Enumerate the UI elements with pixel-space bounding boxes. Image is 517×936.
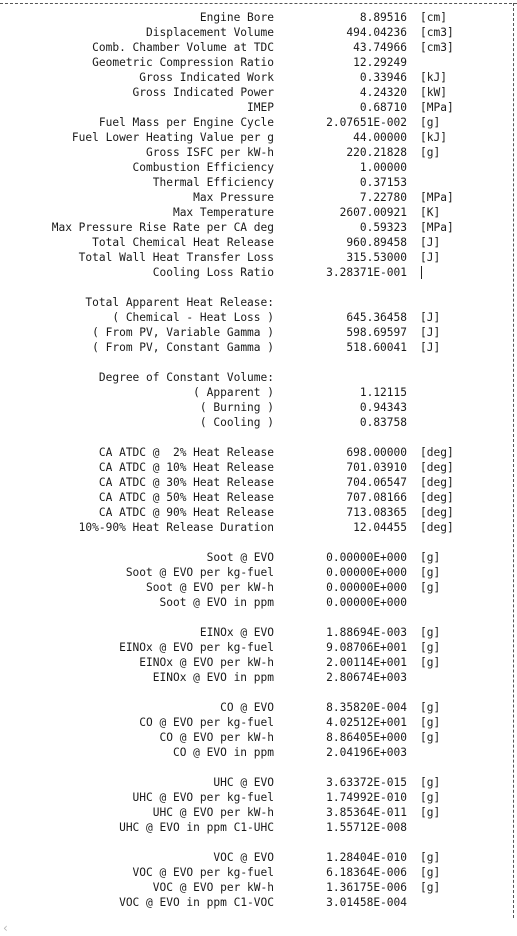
result-row xyxy=(0,295,510,310)
result-row xyxy=(0,385,510,400)
result-label: Total Chemical Heat Release xyxy=(92,236,274,249)
result-row xyxy=(0,100,510,115)
result-unit: [g] xyxy=(420,146,441,159)
result-value: 220.21828 xyxy=(346,146,407,159)
result-unit: [g] xyxy=(420,656,441,669)
result-unit: [deg] xyxy=(420,491,454,504)
result-value: 598.69597 xyxy=(346,326,407,339)
result-value: 698.00000 xyxy=(346,446,407,459)
result-unit: [g] xyxy=(420,866,441,879)
result-row xyxy=(0,205,510,220)
result-row xyxy=(0,415,510,430)
result-label: IMEP xyxy=(247,101,274,114)
result-label: UHC @ EVO per kg-fuel xyxy=(132,791,274,804)
result-label: CA ATDC @ 50% Heat Release xyxy=(98,491,274,504)
result-row xyxy=(0,640,510,655)
result-unit: [g] xyxy=(420,626,441,639)
result-unit: [g] xyxy=(420,716,441,729)
result-unit: [g] xyxy=(420,641,441,654)
result-label: ( Apparent ) xyxy=(193,386,274,399)
result-label: EINOx @ EVO in ppm xyxy=(152,671,274,684)
result-row xyxy=(0,670,510,685)
result-value: 704.06547 xyxy=(346,476,407,489)
result-value: 8.89516 xyxy=(359,11,407,24)
result-label: Displacement Volume xyxy=(146,26,274,39)
results-section xyxy=(0,370,510,430)
results-section xyxy=(0,775,510,835)
result-row xyxy=(0,550,510,565)
result-row xyxy=(0,400,510,415)
result-label: Soot @ EVO per kW-h xyxy=(146,581,274,594)
results-section xyxy=(0,700,510,760)
result-unit: [cm3] xyxy=(420,41,454,54)
result-value: 0.00000E+000 xyxy=(326,566,407,579)
result-unit: [cm] xyxy=(420,11,447,24)
result-label: VOC @ EVO in ppm C1-VOC xyxy=(119,896,274,909)
results-section xyxy=(0,850,510,910)
result-row xyxy=(0,655,510,670)
result-row xyxy=(0,25,510,40)
result-row xyxy=(0,115,510,130)
result-value: 0.00000E+000 xyxy=(326,596,407,609)
result-row xyxy=(0,880,510,895)
result-value: 2.80674E+003 xyxy=(326,671,407,684)
result-row xyxy=(0,625,510,640)
result-label: CA ATDC @ 2% Heat Release xyxy=(98,446,274,459)
result-label: Max Pressure Rise Rate per CA deg xyxy=(51,221,274,234)
result-value: 2.00114E+001 xyxy=(326,656,407,669)
result-label: CA ATDC @ 90% Heat Release xyxy=(98,506,274,519)
result-row xyxy=(0,160,510,175)
result-value: 12.04455 xyxy=(353,521,407,534)
result-value: 1.88694E-003 xyxy=(326,626,407,639)
result-row xyxy=(0,70,510,85)
result-row xyxy=(0,475,510,490)
horizontal-scrollbar[interactable] xyxy=(0,918,517,936)
result-row xyxy=(0,445,510,460)
result-label: Degree of Constant Volume: xyxy=(98,371,274,384)
result-value: 315.53000 xyxy=(346,251,407,264)
result-row xyxy=(0,175,510,190)
result-unit: [K] xyxy=(420,206,441,219)
result-unit: [J] xyxy=(420,236,441,249)
result-value: 8.86405E+000 xyxy=(326,731,407,744)
result-value: 12.29249 xyxy=(353,56,407,69)
result-unit: [cm3] xyxy=(420,26,454,39)
result-value: 645.36458 xyxy=(346,311,407,324)
result-label: Gross ISFC per kW-h xyxy=(146,146,274,159)
result-unit: [MPa] xyxy=(420,101,454,114)
result-unit: [kJ] xyxy=(420,131,447,144)
result-value: 707.08166 xyxy=(346,491,407,504)
result-unit: [deg] xyxy=(420,461,454,474)
result-unit: [g] xyxy=(420,806,441,819)
result-value: 0.33946 xyxy=(359,71,407,84)
result-value: 0.00000E+000 xyxy=(326,581,407,594)
result-label: Combustion Efficiency xyxy=(132,161,274,174)
result-unit: [J] xyxy=(420,341,441,354)
window-top-border xyxy=(0,3,517,4)
result-row xyxy=(0,820,510,835)
result-row xyxy=(0,10,510,25)
result-row xyxy=(0,580,510,595)
result-row xyxy=(0,235,510,250)
result-value: 960.89458 xyxy=(346,236,407,249)
result-row xyxy=(0,130,510,145)
result-unit: [J] xyxy=(420,251,441,264)
result-value: 3.01458E-004 xyxy=(326,896,407,909)
result-row xyxy=(0,505,510,520)
result-row xyxy=(0,520,510,535)
result-row xyxy=(0,340,510,355)
result-unit: [MPa] xyxy=(420,191,454,204)
result-value: 9.08706E+001 xyxy=(326,641,407,654)
result-value: 1.12115 xyxy=(359,386,407,399)
result-unit: [deg] xyxy=(420,446,454,459)
result-unit: [J] xyxy=(420,326,441,339)
result-value: 0.37153 xyxy=(359,176,407,189)
result-row xyxy=(0,490,510,505)
results-section xyxy=(0,10,510,280)
result-label: CO @ EVO per kW-h xyxy=(159,731,274,744)
result-value: 6.18364E-006 xyxy=(326,866,407,879)
result-value: 2.07651E-002 xyxy=(326,116,407,129)
result-label: Soot @ EVO in ppm xyxy=(159,596,274,609)
result-row xyxy=(0,55,510,70)
result-label: 10%-90% Heat Release Duration xyxy=(78,521,274,534)
result-label: Thermal Efficiency xyxy=(152,176,274,189)
result-label: Fuel Lower Heating Value per g xyxy=(71,131,274,144)
result-unit: [g] xyxy=(420,731,441,744)
results-section xyxy=(0,295,510,355)
result-label: ( From PV, Constant Gamma ) xyxy=(92,341,274,354)
result-unit: [g] xyxy=(420,701,441,714)
result-label: Total Wall Heat Transfer Loss xyxy=(78,251,274,264)
result-row xyxy=(0,805,510,820)
result-row xyxy=(0,790,510,805)
result-row xyxy=(0,40,510,55)
result-row xyxy=(0,190,510,205)
result-value: 3.63372E-015 xyxy=(326,776,407,789)
result-value: 4.02512E+001 xyxy=(326,716,407,729)
result-unit: [g] xyxy=(420,881,441,894)
result-value: 713.08365 xyxy=(346,506,407,519)
result-unit: [deg] xyxy=(420,506,454,519)
result-row xyxy=(0,460,510,475)
result-row xyxy=(0,145,510,160)
result-value: 0.00000E+000 xyxy=(326,551,407,564)
result-value: 0.59323 xyxy=(359,221,407,234)
result-row xyxy=(0,220,510,235)
result-value: 1.00000 xyxy=(359,161,407,174)
result-value: 44.00000 xyxy=(353,131,407,144)
result-unit: [MPa] xyxy=(420,221,454,234)
result-value: 3.28371E-001 xyxy=(326,266,407,279)
result-unit: [g] xyxy=(420,116,441,129)
result-unit: [g] xyxy=(420,851,441,864)
result-row xyxy=(0,595,510,610)
result-label: Total Apparent Heat Release: xyxy=(85,296,274,309)
result-row xyxy=(0,775,510,790)
result-label: UHC @ EVO per kW-h xyxy=(152,806,274,819)
result-label: ( From PV, Variable Gamma ) xyxy=(92,326,274,339)
result-label: Fuel Mass per Engine Cycle xyxy=(98,116,274,129)
results-section xyxy=(0,550,510,610)
result-label: Comb. Chamber Volume at TDC xyxy=(92,41,274,54)
window-right-border xyxy=(513,3,514,918)
result-value: 701.03910 xyxy=(346,461,407,474)
result-unit: [J] xyxy=(420,311,441,324)
result-value: 43.74966 xyxy=(353,41,407,54)
result-label: Cooling Loss Ratio xyxy=(152,266,274,279)
result-label: ( Cooling ) xyxy=(199,416,274,429)
result-label: UHC @ EVO in ppm C1-UHC xyxy=(119,821,274,834)
result-row xyxy=(0,850,510,865)
result-label: Soot @ EVO per kg-fuel xyxy=(125,566,274,579)
result-label: Gross Indicated Power xyxy=(132,86,274,99)
result-unit: [g] xyxy=(420,791,441,804)
result-label: CO @ EVO xyxy=(220,701,274,714)
result-row xyxy=(0,700,510,715)
result-row xyxy=(0,895,510,910)
result-value: 0.68710 xyxy=(359,101,407,114)
result-row xyxy=(0,715,510,730)
result-label: VOC @ EVO per kg-fuel xyxy=(132,866,274,879)
result-label: VOC @ EVO per kW-h xyxy=(152,881,274,894)
result-row xyxy=(0,310,510,325)
chevron-left-icon[interactable]: ‹ xyxy=(3,921,8,935)
result-unit: [deg] xyxy=(420,521,454,534)
result-row xyxy=(0,565,510,580)
result-label: ( Burning ) xyxy=(199,401,274,414)
result-unit: [kJ] xyxy=(420,71,447,84)
result-unit: [g] xyxy=(420,581,441,594)
result-row xyxy=(0,85,510,100)
result-value: 518.60041 xyxy=(346,341,407,354)
result-unit: [g] xyxy=(420,776,441,789)
result-unit: [deg] xyxy=(420,476,454,489)
result-label: EINOx @ EVO xyxy=(199,626,274,639)
result-label: EINOx @ EVO per kW-h xyxy=(139,656,274,669)
result-unit: [kW] xyxy=(420,86,447,99)
result-value: 4.24320 xyxy=(359,86,407,99)
result-label: Max Pressure xyxy=(193,191,274,204)
results-section xyxy=(0,445,510,535)
result-value: 0.83758 xyxy=(359,416,407,429)
result-value: 1.55712E-008 xyxy=(326,821,407,834)
result-row xyxy=(0,250,510,265)
result-value: 3.85364E-011 xyxy=(326,806,407,819)
result-label: CA ATDC @ 10% Heat Release xyxy=(98,461,274,474)
result-label: ( Chemical - Heat Loss ) xyxy=(112,311,274,324)
result-label: EINOx @ EVO per kg-fuel xyxy=(119,641,274,654)
result-value: 7.22780 xyxy=(359,191,407,204)
result-label: Geometric Compression Ratio xyxy=(92,56,274,69)
result-row xyxy=(0,745,510,760)
result-label: CO @ EVO per kg-fuel xyxy=(139,716,274,729)
result-value: 2.04196E+003 xyxy=(326,746,407,759)
result-row xyxy=(0,265,510,280)
result-value: 494.04236 xyxy=(346,26,407,39)
result-label: Soot @ EVO xyxy=(206,551,274,564)
result-row xyxy=(0,370,510,385)
result-value: 2607.00921 xyxy=(339,206,407,219)
result-label: Max Temperature xyxy=(172,206,274,219)
result-value: 8.35820E-004 xyxy=(326,701,407,714)
result-row xyxy=(0,325,510,340)
result-label: CA ATDC @ 30% Heat Release xyxy=(98,476,274,489)
result-label: Engine Bore xyxy=(199,11,274,24)
result-value: 1.74992E-010 xyxy=(326,791,407,804)
result-label: Gross Indicated Work xyxy=(139,71,274,84)
result-row xyxy=(0,730,510,745)
result-unit: [g] xyxy=(420,551,441,564)
results-section xyxy=(0,625,510,685)
result-value: 0.94343 xyxy=(359,401,407,414)
result-unit: [g] xyxy=(420,566,441,579)
result-row xyxy=(0,865,510,880)
result-label: CO @ EVO in ppm xyxy=(172,746,274,759)
result-value: 1.28404E-010 xyxy=(326,851,407,864)
text-caret xyxy=(421,266,422,279)
results-text-area[interactable] xyxy=(0,10,510,910)
result-label: UHC @ EVO xyxy=(213,776,274,789)
result-label: VOC @ EVO xyxy=(213,851,274,864)
result-value: 1.36175E-006 xyxy=(326,881,407,894)
